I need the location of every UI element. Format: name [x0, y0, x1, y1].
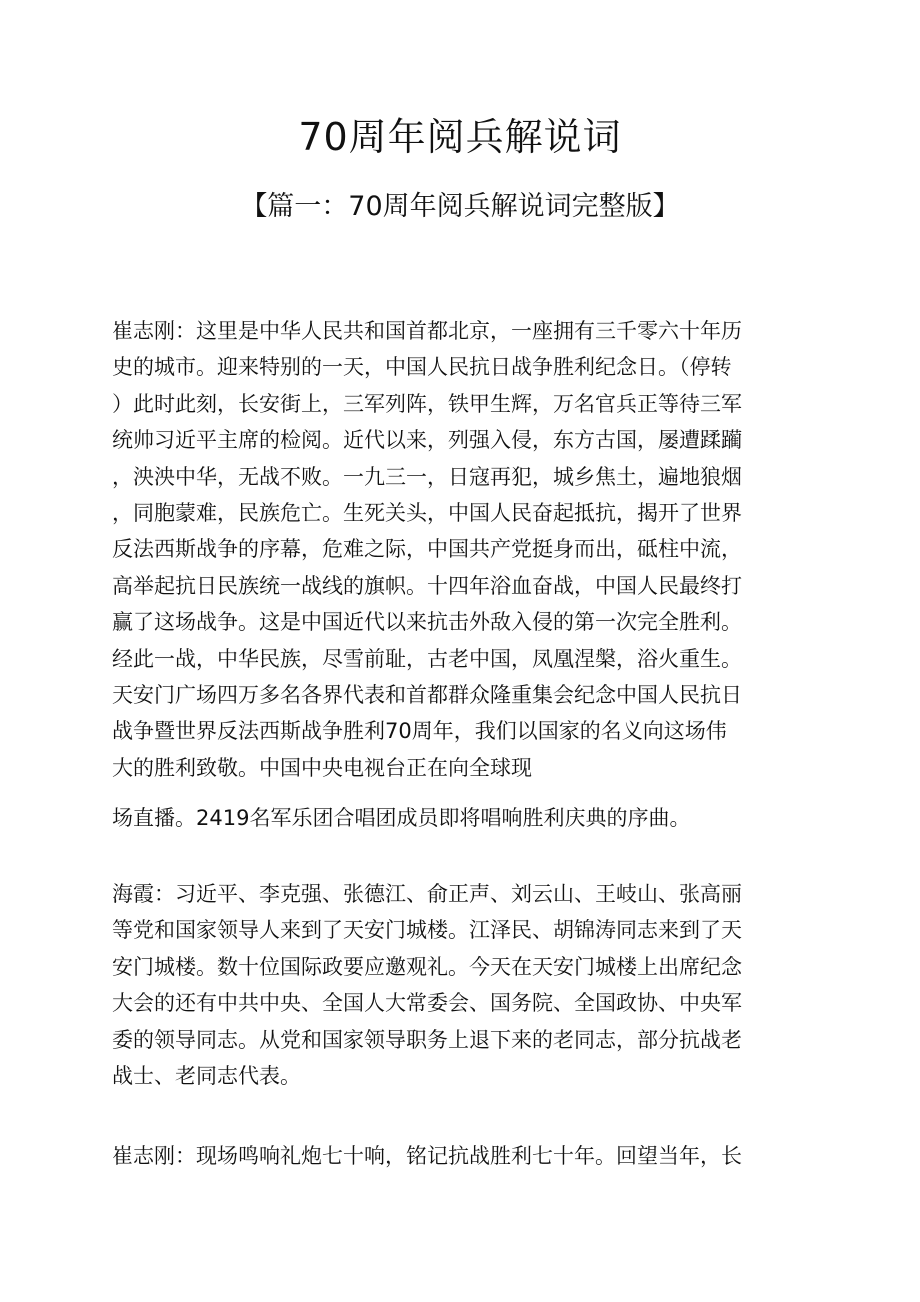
text-line: 等党和国家领导人来到了天安门城楼。江泽民、胡锦涛同志来到了天	[112, 918, 742, 943]
text-line: 场直播。2419名军乐团合唱团成员即将唱响胜利庆典的序曲。	[112, 806, 691, 830]
paragraph-1	[112, 313, 812, 786]
paragraph-3	[112, 876, 812, 1094]
text-line: 崔志刚：这里是中华人民共和国首都北京，一座拥有三千零六十年历	[112, 319, 742, 343]
text-line: 赢了这场战争。这是中国近代以来抗击外敌入侵的第一次完全胜利。	[112, 610, 742, 635]
text-line: 经此一战，中华民族，尽雪前耻，古老中国，凤凰涅槃，浴火重生。	[112, 646, 742, 671]
text-line: 委的领导同志。从党和国家领导职务上退下来的老同志，部分抗战老	[112, 1027, 742, 1052]
text-line: 高举起抗日民族统一战线的旗帜。十四年浴血奋战，中国人民最终打	[112, 573, 742, 598]
text-line: ，泱泱中华，无战不败。一九三一，日寇再犯，城乡焦土，遍地狼烟	[112, 464, 742, 489]
text-line: 战争暨世界反法西斯战争胜利70周年，我们以国家的名义向这场伟	[112, 719, 727, 744]
text-line: ）此时此刻，长安街上，三军列阵，铁甲生辉，万名官兵正等待三军	[112, 391, 742, 416]
text-line: 大会的还有中共中央、全国人大常委会、国务院、全国政协、中央军	[112, 991, 742, 1016]
text-line: 海霞：习近平、李克强、张德江、俞正声、刘云山、王岐山、张高丽	[112, 882, 742, 906]
text-line: 崔志刚：现场鸣响礼炮七十响，铭记抗战胜利七十年。回望当年，长	[112, 1144, 742, 1168]
text-line: ，同胞蒙难，民族危亡。生死关头，中国人民奋起抵抗，揭开了世界	[112, 500, 742, 525]
text-line: 战士、老同志代表。	[112, 1063, 301, 1088]
text-line: 统帅习近平主席的检阅。近代以来，列强入侵，东方古国，屡遭蹂躏	[112, 428, 742, 453]
text-line: 史的城市。迎来特别的一天，中国人民抗日战争胜利纪念日。（停转	[112, 355, 732, 380]
text-line: 反法西斯战争的序幕，危难之际，中国共产党挺身而出，砥柱中流，	[112, 537, 742, 562]
paragraph-4	[112, 1138, 812, 1174]
paragraph-2	[112, 800, 812, 836]
document-title: 70周年阅兵解说词	[298, 115, 622, 159]
document-subtitle: 【篇一：70周年阅兵解说词完整版】	[240, 191, 680, 222]
text-line: 安门城楼。数十位国际政要应邀观礼。今天在天安门城楼上出席纪念	[112, 954, 742, 979]
text-line: 天安门广场四万多名各界代表和首都群众隆重集会纪念中国人民抗日	[112, 682, 742, 707]
text-line: 大的胜利致敬。中国中央电视台正在向全球现	[112, 755, 532, 780]
